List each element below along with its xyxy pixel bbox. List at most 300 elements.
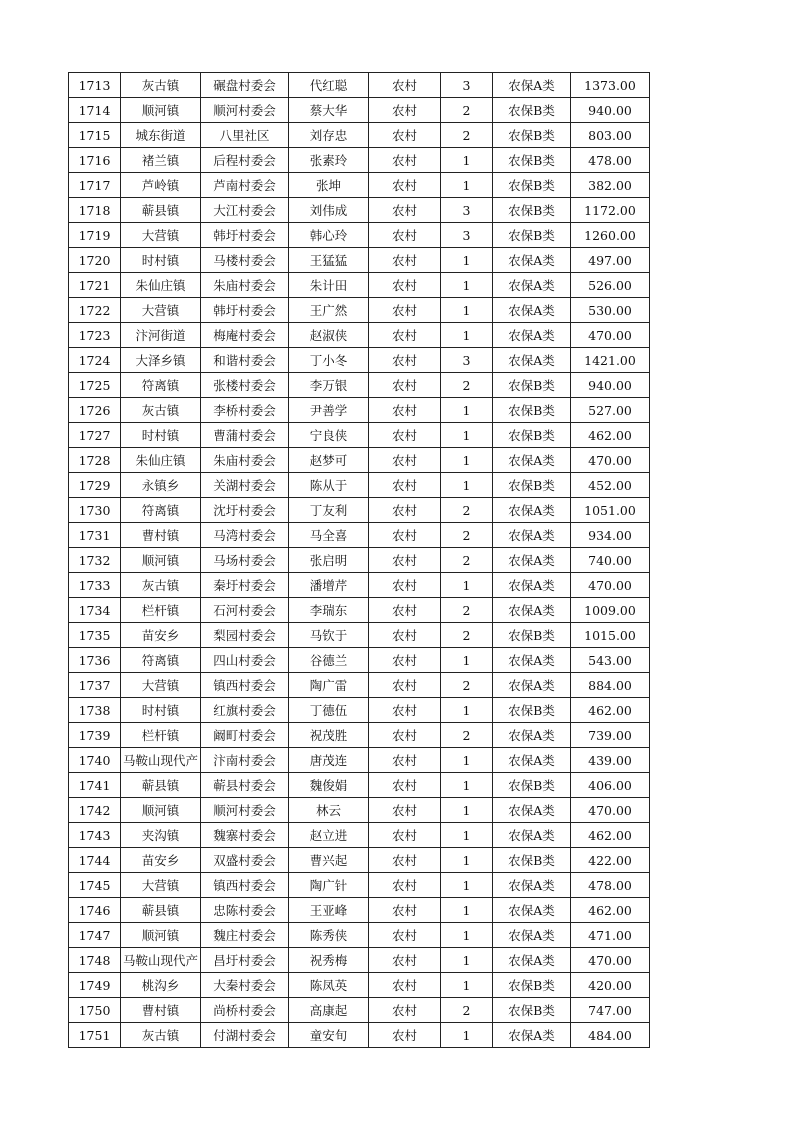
- table-body: [69, 73, 650, 1048]
- village-cell: 马湾村委会: [201, 523, 289, 548]
- insurance-class-cell: 农保A类: [493, 348, 571, 373]
- member-count-cell: 1: [441, 448, 493, 473]
- table-row: [69, 998, 650, 1023]
- table-row: [69, 573, 650, 598]
- town-cell: 蕲县镇: [121, 198, 201, 223]
- town-cell: 大泽乡镇: [121, 348, 201, 373]
- amount-cell: 1260.00: [571, 223, 650, 248]
- household-type-cell: 农村: [369, 573, 441, 598]
- insurance-class-cell: 农保A类: [493, 898, 571, 923]
- insurance-class-cell: 农保A类: [493, 673, 571, 698]
- household-type-cell: 农村: [369, 473, 441, 498]
- town-cell: 汴河街道: [121, 323, 201, 348]
- insurance-class-cell: 农保B类: [493, 998, 571, 1023]
- table-row: [69, 548, 650, 573]
- household-type-cell: 农村: [369, 348, 441, 373]
- household-type-cell: 农村: [369, 873, 441, 898]
- amount-cell: 471.00: [571, 923, 650, 948]
- insurance-class-cell: 农保B类: [493, 848, 571, 873]
- village-cell: 顺河村委会: [201, 98, 289, 123]
- member-count-cell: 3: [441, 198, 493, 223]
- member-count-cell: 3: [441, 223, 493, 248]
- member-count-cell: 2: [441, 723, 493, 748]
- table-row: [69, 773, 650, 798]
- household-type-cell: 农村: [369, 98, 441, 123]
- member-count-cell: 2: [441, 523, 493, 548]
- village-cell: 尚桥村委会: [201, 998, 289, 1023]
- insurance-class-cell: 农保B类: [493, 198, 571, 223]
- village-cell: 关湖村委会: [201, 473, 289, 498]
- name-cell: 马钦于: [289, 623, 369, 648]
- town-cell: 蕲县镇: [121, 773, 201, 798]
- name-cell: 谷德兰: [289, 648, 369, 673]
- household-type-cell: 农村: [369, 1023, 441, 1048]
- insurance-class-cell: 农保A类: [493, 748, 571, 773]
- table-row: [69, 148, 650, 173]
- town-cell: 曹村镇: [121, 998, 201, 1023]
- town-cell: 灰古镇: [121, 1023, 201, 1048]
- household-type-cell: 农村: [369, 248, 441, 273]
- member-count-cell: 2: [441, 548, 493, 573]
- serial-cell: 1746: [69, 898, 121, 923]
- table-row: [69, 1023, 650, 1048]
- household-type-cell: 农村: [369, 423, 441, 448]
- serial-cell: 1726: [69, 398, 121, 423]
- amount-cell: 382.00: [571, 173, 650, 198]
- village-cell: 蕲县村委会: [201, 773, 289, 798]
- town-cell: 永镇乡: [121, 473, 201, 498]
- insurance-class-cell: 农保A类: [493, 548, 571, 573]
- table-row: [69, 298, 650, 323]
- insurance-class-cell: 农保A类: [493, 823, 571, 848]
- table-row: [69, 948, 650, 973]
- insurance-class-cell: 农保B类: [493, 423, 571, 448]
- household-type-cell: 农村: [369, 273, 441, 298]
- insurance-class-cell: 农保B类: [493, 123, 571, 148]
- name-cell: 韩心玲: [289, 223, 369, 248]
- town-cell: 符离镇: [121, 648, 201, 673]
- name-cell: 陈秀侠: [289, 923, 369, 948]
- insurance-class-cell: 农保B类: [493, 148, 571, 173]
- serial-cell: 1718: [69, 198, 121, 223]
- amount-cell: 452.00: [571, 473, 650, 498]
- amount-cell: 1421.00: [571, 348, 650, 373]
- household-type-cell: 农村: [369, 748, 441, 773]
- town-cell: 大营镇: [121, 298, 201, 323]
- serial-cell: 1721: [69, 273, 121, 298]
- household-type-cell: 农村: [369, 848, 441, 873]
- table-row: [69, 323, 650, 348]
- amount-cell: 478.00: [571, 873, 650, 898]
- name-cell: 蔡大华: [289, 98, 369, 123]
- insurance-class-cell: 农保B类: [493, 398, 571, 423]
- table-row: [69, 623, 650, 648]
- village-cell: 汴南村委会: [201, 748, 289, 773]
- name-cell: 赵立进: [289, 823, 369, 848]
- insurance-class-cell: 农保B类: [493, 373, 571, 398]
- table-row: [69, 848, 650, 873]
- amount-cell: 470.00: [571, 798, 650, 823]
- table-row: [69, 648, 650, 673]
- name-cell: 赵梦可: [289, 448, 369, 473]
- village-cell: 忠陈村委会: [201, 898, 289, 923]
- town-cell: 夹沟镇: [121, 823, 201, 848]
- amount-cell: 470.00: [571, 323, 650, 348]
- name-cell: 高康起: [289, 998, 369, 1023]
- serial-cell: 1715: [69, 123, 121, 148]
- household-type-cell: 农村: [369, 448, 441, 473]
- town-cell: 灰古镇: [121, 398, 201, 423]
- member-count-cell: 3: [441, 73, 493, 98]
- name-cell: 马全喜: [289, 523, 369, 548]
- name-cell: 丁小冬: [289, 348, 369, 373]
- insurance-class-cell: 农保A类: [493, 323, 571, 348]
- town-cell: 大营镇: [121, 873, 201, 898]
- town-cell: 时村镇: [121, 248, 201, 273]
- serial-cell: 1741: [69, 773, 121, 798]
- amount-cell: 478.00: [571, 148, 650, 173]
- village-cell: 马楼村委会: [201, 248, 289, 273]
- amount-cell: 462.00: [571, 698, 650, 723]
- table-row: [69, 598, 650, 623]
- amount-cell: 439.00: [571, 748, 650, 773]
- member-count-cell: 1: [441, 873, 493, 898]
- name-cell: 丁德伍: [289, 698, 369, 723]
- village-cell: 八里社区: [201, 123, 289, 148]
- table-row: [69, 448, 650, 473]
- village-cell: 顺河村委会: [201, 798, 289, 823]
- insurance-class-cell: 农保A类: [493, 73, 571, 98]
- name-cell: 代红聪: [289, 73, 369, 98]
- name-cell: 潘增芹: [289, 573, 369, 598]
- name-cell: 陶广针: [289, 873, 369, 898]
- serial-cell: 1714: [69, 98, 121, 123]
- table-row: [69, 73, 650, 98]
- member-count-cell: 1: [441, 898, 493, 923]
- village-cell: 镇西村委会: [201, 873, 289, 898]
- serial-cell: 1751: [69, 1023, 121, 1048]
- insurance-class-cell: 农保A类: [493, 923, 571, 948]
- town-cell: 符离镇: [121, 373, 201, 398]
- village-cell: 镇西村委会: [201, 673, 289, 698]
- insurance-class-cell: 农保B类: [493, 973, 571, 998]
- town-cell: 栏杆镇: [121, 598, 201, 623]
- village-cell: 芦南村委会: [201, 173, 289, 198]
- village-cell: 大秦村委会: [201, 973, 289, 998]
- insurance-class-cell: 农保B类: [493, 698, 571, 723]
- village-cell: 马场村委会: [201, 548, 289, 573]
- name-cell: 尹善学: [289, 398, 369, 423]
- insurance-class-cell: 农保B类: [493, 473, 571, 498]
- town-cell: 栏杆镇: [121, 723, 201, 748]
- village-cell: 四山村委会: [201, 648, 289, 673]
- member-count-cell: 1: [441, 823, 493, 848]
- household-type-cell: 农村: [369, 798, 441, 823]
- amount-cell: 940.00: [571, 373, 650, 398]
- amount-cell: 462.00: [571, 823, 650, 848]
- household-type-cell: 农村: [369, 223, 441, 248]
- serial-cell: 1722: [69, 298, 121, 323]
- amount-cell: 462.00: [571, 423, 650, 448]
- serial-cell: 1734: [69, 598, 121, 623]
- amount-cell: 530.00: [571, 298, 650, 323]
- amount-cell: 527.00: [571, 398, 650, 423]
- member-count-cell: 1: [441, 323, 493, 348]
- town-cell: 顺河镇: [121, 798, 201, 823]
- name-cell: 丁友利: [289, 498, 369, 523]
- member-count-cell: 1: [441, 298, 493, 323]
- insurance-class-cell: 农保A类: [493, 298, 571, 323]
- household-type-cell: 农村: [369, 298, 441, 323]
- member-count-cell: 1: [441, 923, 493, 948]
- insurance-class-cell: 农保A类: [493, 573, 571, 598]
- name-cell: 王猛猛: [289, 248, 369, 273]
- town-cell: 朱仙庄镇: [121, 273, 201, 298]
- town-cell: 苗安乡: [121, 848, 201, 873]
- name-cell: 童安旬: [289, 1023, 369, 1048]
- insurance-class-cell: 农保A类: [493, 873, 571, 898]
- serial-cell: 1725: [69, 373, 121, 398]
- town-cell: 大营镇: [121, 223, 201, 248]
- insurance-class-cell: 农保A类: [493, 798, 571, 823]
- serial-cell: 1749: [69, 973, 121, 998]
- member-count-cell: 2: [441, 623, 493, 648]
- member-count-cell: 1: [441, 773, 493, 798]
- table-row: [69, 498, 650, 523]
- village-cell: 魏庄村委会: [201, 923, 289, 948]
- amount-cell: 543.00: [571, 648, 650, 673]
- name-cell: 朱计田: [289, 273, 369, 298]
- member-count-cell: 2: [441, 98, 493, 123]
- member-count-cell: 1: [441, 148, 493, 173]
- household-type-cell: 农村: [369, 948, 441, 973]
- amount-cell: 484.00: [571, 1023, 650, 1048]
- insurance-class-cell: 农保B类: [493, 773, 571, 798]
- village-cell: 张楼村委会: [201, 373, 289, 398]
- name-cell: 刘存忠: [289, 123, 369, 148]
- amount-cell: 1172.00: [571, 198, 650, 223]
- insurance-class-cell: 农保B类: [493, 98, 571, 123]
- member-count-cell: 1: [441, 1023, 493, 1048]
- member-count-cell: 2: [441, 498, 493, 523]
- amount-cell: 406.00: [571, 773, 650, 798]
- amount-cell: 747.00: [571, 998, 650, 1023]
- member-count-cell: 1: [441, 948, 493, 973]
- insurance-class-cell: 农保A类: [493, 948, 571, 973]
- table-row: [69, 923, 650, 948]
- village-cell: 双盛村委会: [201, 848, 289, 873]
- serial-cell: 1732: [69, 548, 121, 573]
- name-cell: 刘伟成: [289, 198, 369, 223]
- table-row: [69, 198, 650, 223]
- table-row: [69, 748, 650, 773]
- village-cell: 和谐村委会: [201, 348, 289, 373]
- table-row: [69, 973, 650, 998]
- household-type-cell: 农村: [369, 148, 441, 173]
- member-count-cell: 1: [441, 848, 493, 873]
- member-count-cell: 2: [441, 998, 493, 1023]
- name-cell: 祝茂胜: [289, 723, 369, 748]
- serial-cell: 1728: [69, 448, 121, 473]
- household-type-cell: 农村: [369, 823, 441, 848]
- table-row: [69, 248, 650, 273]
- amount-cell: 470.00: [571, 573, 650, 598]
- serial-cell: 1744: [69, 848, 121, 873]
- serial-cell: 1713: [69, 73, 121, 98]
- table-row: [69, 398, 650, 423]
- town-cell: 马鞍山现代产: [121, 948, 201, 973]
- table-row: [69, 673, 650, 698]
- amount-cell: 462.00: [571, 898, 650, 923]
- village-cell: 阚町村委会: [201, 723, 289, 748]
- town-cell: 顺河镇: [121, 98, 201, 123]
- insurance-class-cell: 农保B类: [493, 223, 571, 248]
- table-row: [69, 723, 650, 748]
- table-row: [69, 423, 650, 448]
- amount-cell: 739.00: [571, 723, 650, 748]
- name-cell: 唐茂连: [289, 748, 369, 773]
- member-count-cell: 1: [441, 473, 493, 498]
- household-type-cell: 农村: [369, 323, 441, 348]
- table-row: [69, 173, 650, 198]
- name-cell: 曹兴起: [289, 848, 369, 873]
- member-count-cell: 1: [441, 248, 493, 273]
- household-type-cell: 农村: [369, 523, 441, 548]
- insurance-class-cell: 农保A类: [493, 1023, 571, 1048]
- name-cell: 陈从于: [289, 473, 369, 498]
- member-count-cell: 1: [441, 698, 493, 723]
- village-cell: 沈圩村委会: [201, 498, 289, 523]
- serial-cell: 1727: [69, 423, 121, 448]
- serial-cell: 1733: [69, 573, 121, 598]
- table-row: [69, 273, 650, 298]
- town-cell: 朱仙庄镇: [121, 448, 201, 473]
- name-cell: 陈凤英: [289, 973, 369, 998]
- village-cell: 韩圩村委会: [201, 298, 289, 323]
- serial-cell: 1735: [69, 623, 121, 648]
- serial-cell: 1719: [69, 223, 121, 248]
- serial-cell: 1742: [69, 798, 121, 823]
- household-type-cell: 农村: [369, 373, 441, 398]
- name-cell: 张素玲: [289, 148, 369, 173]
- name-cell: 李万银: [289, 373, 369, 398]
- name-cell: 宁良侠: [289, 423, 369, 448]
- village-cell: 秦圩村委会: [201, 573, 289, 598]
- name-cell: 王亚峰: [289, 898, 369, 923]
- amount-cell: 884.00: [571, 673, 650, 698]
- member-count-cell: 1: [441, 973, 493, 998]
- village-cell: 曹蒲村委会: [201, 423, 289, 448]
- town-cell: 顺河镇: [121, 548, 201, 573]
- village-cell: 韩圩村委会: [201, 223, 289, 248]
- village-cell: 红旗村委会: [201, 698, 289, 723]
- name-cell: 王广然: [289, 298, 369, 323]
- town-cell: 灰古镇: [121, 573, 201, 598]
- insurance-class-cell: 农保B类: [493, 623, 571, 648]
- amount-cell: 1009.00: [571, 598, 650, 623]
- town-cell: 时村镇: [121, 423, 201, 448]
- amount-cell: 422.00: [571, 848, 650, 873]
- name-cell: 张坤: [289, 173, 369, 198]
- household-type-cell: 农村: [369, 898, 441, 923]
- name-cell: 赵淑侠: [289, 323, 369, 348]
- serial-cell: 1737: [69, 673, 121, 698]
- village-cell: 后程村委会: [201, 148, 289, 173]
- table-row: [69, 898, 650, 923]
- village-cell: 石河村委会: [201, 598, 289, 623]
- member-count-cell: 1: [441, 748, 493, 773]
- table-row: [69, 523, 650, 548]
- serial-cell: 1743: [69, 823, 121, 848]
- village-cell: 梅庵村委会: [201, 323, 289, 348]
- insurance-class-cell: 农保A类: [493, 498, 571, 523]
- serial-cell: 1729: [69, 473, 121, 498]
- town-cell: 苗安乡: [121, 623, 201, 648]
- town-cell: 城东街道: [121, 123, 201, 148]
- amount-cell: 1015.00: [571, 623, 650, 648]
- amount-cell: 803.00: [571, 123, 650, 148]
- name-cell: 张启明: [289, 548, 369, 573]
- serial-cell: 1739: [69, 723, 121, 748]
- household-type-cell: 农村: [369, 698, 441, 723]
- name-cell: 祝秀梅: [289, 948, 369, 973]
- member-count-cell: 2: [441, 598, 493, 623]
- amount-cell: 470.00: [571, 948, 650, 973]
- amount-cell: 470.00: [571, 448, 650, 473]
- name-cell: 李瑞东: [289, 598, 369, 623]
- town-cell: 灰古镇: [121, 73, 201, 98]
- household-type-cell: 农村: [369, 773, 441, 798]
- table-row: [69, 373, 650, 398]
- table-row: [69, 473, 650, 498]
- town-cell: 马鞍山现代产: [121, 748, 201, 773]
- serial-cell: 1716: [69, 148, 121, 173]
- village-cell: 魏寨村委会: [201, 823, 289, 848]
- household-type-cell: 农村: [369, 923, 441, 948]
- member-count-cell: 1: [441, 398, 493, 423]
- member-count-cell: 1: [441, 573, 493, 598]
- town-cell: 符离镇: [121, 498, 201, 523]
- serial-cell: 1720: [69, 248, 121, 273]
- household-type-cell: 农村: [369, 73, 441, 98]
- name-cell: 林云: [289, 798, 369, 823]
- village-cell: 大江村委会: [201, 198, 289, 223]
- amount-cell: 420.00: [571, 973, 650, 998]
- member-count-cell: 2: [441, 123, 493, 148]
- household-type-cell: 农村: [369, 598, 441, 623]
- member-count-cell: 1: [441, 798, 493, 823]
- table-row: [69, 823, 650, 848]
- household-type-cell: 农村: [369, 198, 441, 223]
- town-cell: 芦岭镇: [121, 173, 201, 198]
- amount-cell: 934.00: [571, 523, 650, 548]
- member-count-cell: 2: [441, 373, 493, 398]
- serial-cell: 1736: [69, 648, 121, 673]
- household-type-cell: 农村: [369, 723, 441, 748]
- name-cell: 陶广雷: [289, 673, 369, 698]
- insurance-class-cell: 农保A类: [493, 523, 571, 548]
- member-count-cell: 1: [441, 273, 493, 298]
- table-row: [69, 348, 650, 373]
- insurance-class-cell: 农保A类: [493, 598, 571, 623]
- serial-cell: 1740: [69, 748, 121, 773]
- town-cell: 蕲县镇: [121, 898, 201, 923]
- village-cell: 李桥村委会: [201, 398, 289, 423]
- household-type-cell: 农村: [369, 998, 441, 1023]
- serial-cell: 1724: [69, 348, 121, 373]
- member-count-cell: 3: [441, 348, 493, 373]
- town-cell: 顺河镇: [121, 923, 201, 948]
